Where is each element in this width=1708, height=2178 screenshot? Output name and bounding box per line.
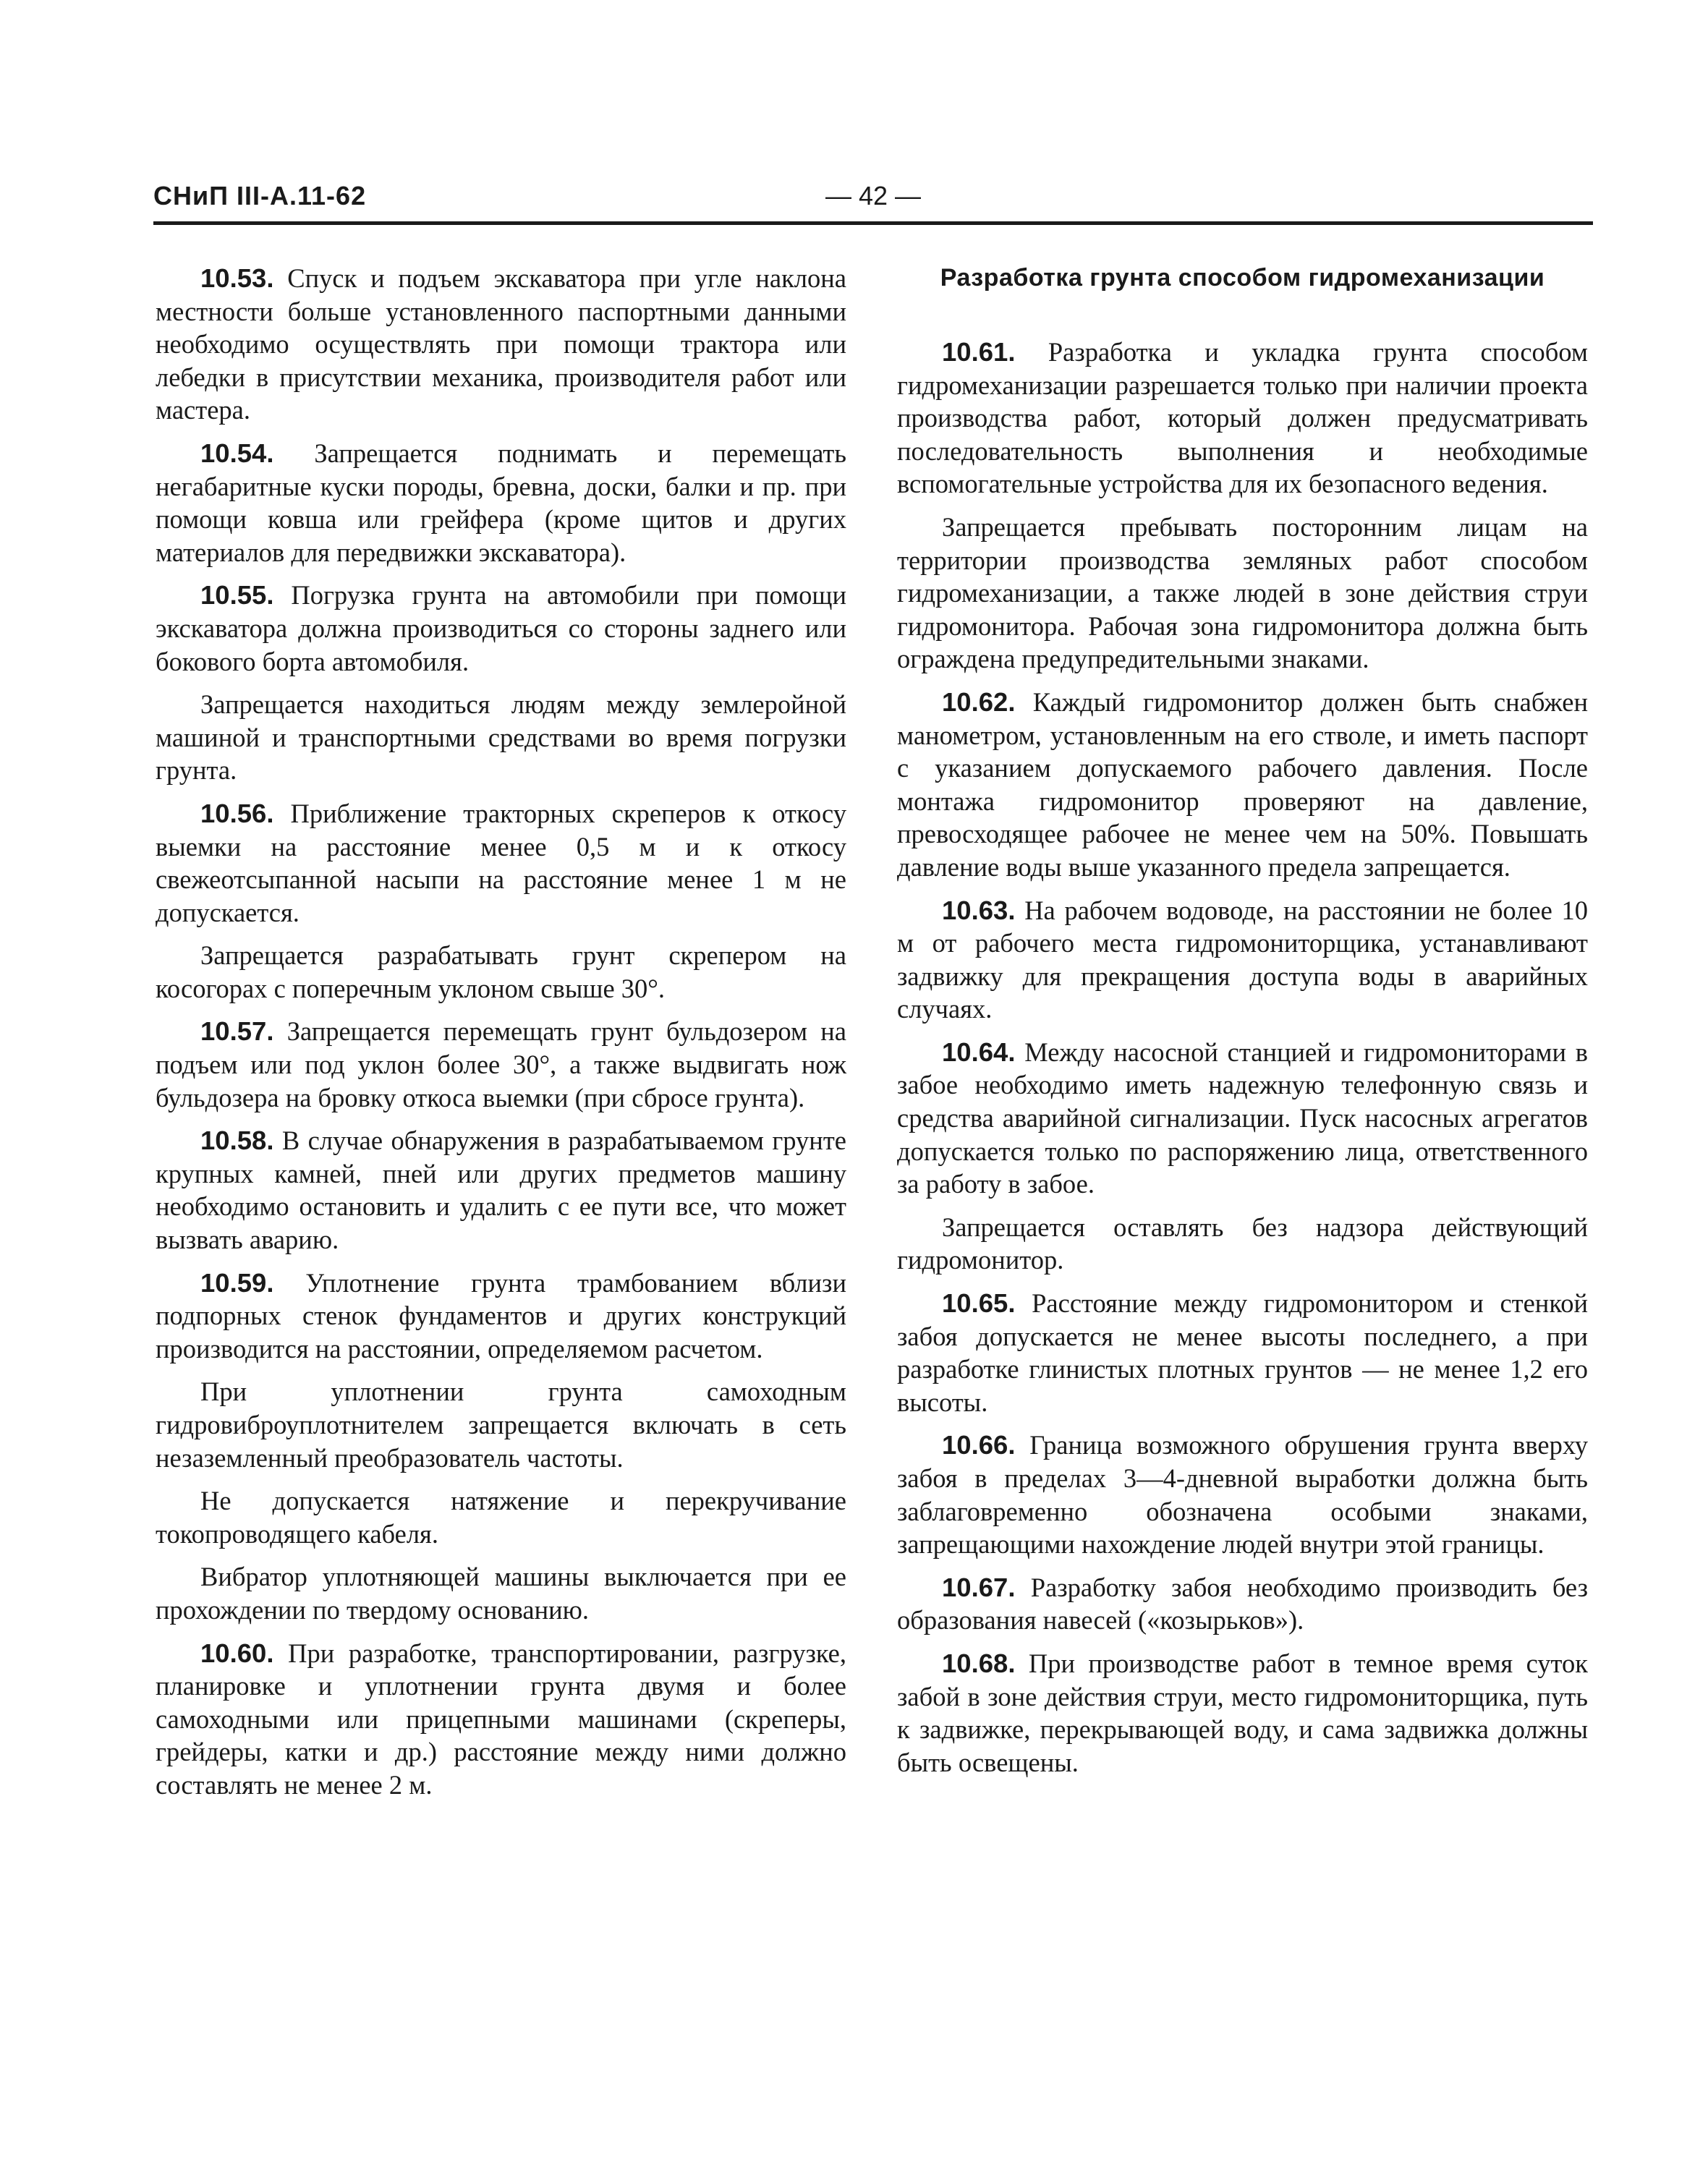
clause-paragraph [897, 1287, 1588, 1418]
clause-number: 10.63. [942, 895, 1016, 925]
clause-paragraph [897, 1647, 1588, 1779]
clause-text: Между насосной станцией и гидромониторами в забое необходимо иметь надежную телефонную связь и средства аварийной сигнализации. Пуск насосных агрегатов допускается только по распоряжению лица, ответственного за работу в забое. [897, 1037, 1588, 1199]
clause-number: 10.62. [942, 686, 1016, 717]
clause-text: При разработке, транспортировании, разгрузке, планировке и уплотнении грунта двумя и более самоходными или прицепными машинами (скреперы, грейдеры, катки и др.) расстояние между ними должно составлять не менее 2 м. [156, 1638, 847, 1800]
right-column [897, 262, 1588, 1789]
clause-paragraph [156, 939, 846, 1005]
clause-number: 10.54. [200, 438, 274, 468]
clause-paragraph [156, 1560, 846, 1626]
clause-paragraph [156, 262, 846, 427]
clause-text: Разработка и укладка грунта способом гидромеханизации разрешается только при наличии проекта производства работ, который должен предусматривать последовательность выполнения и необходимые вспомогательные устройства для их безопасного ведения. [897, 337, 1589, 499]
clause-number: 10.67. [942, 1572, 1016, 1602]
clause-number: 10.55. [200, 580, 274, 611]
clause-number: 10.65. [942, 1288, 1016, 1319]
clause-paragraph [897, 1211, 1588, 1277]
clause-text: Приближение тракторных скреперов к откосу выемки на расстояние менее 0,5 м и к откосу свежеотсыпанной насыпи на расстояние менее 1 м не допускается. [156, 798, 846, 927]
clause-text: Спуск и подъем экскаватора при угле наклона местности больше установленного паспортными данными необходимо осуществлять при помощи трактора или лебедки в присутствии механика, производителя работ или мастера. [156, 263, 846, 425]
clause-number: 10.61. [942, 337, 1016, 367]
clause-text: Запрещается находиться людям между землеройной машиной и транспортными средствами во время погрузки грунта. [156, 689, 846, 786]
clause-paragraph [897, 1571, 1588, 1637]
clause-text: Запрещается поднимать и перемещать негабаритные куски породы, бревна, доски, балки и пр. при помощи ковша или грейфера (кроме щитов и других материалов для передвижки экскаватора). [156, 438, 846, 567]
clause-text: На рабочем водоводе, на расстоянии не более 10 м от рабочего места гидромониторщика, устанавливают задвижку для прекращения доступа воды в аварийных случаях. [897, 895, 1589, 1024]
page-header [153, 181, 1593, 217]
clause-number: 10.66. [942, 1430, 1016, 1460]
clause-text: Уплотнение грунта трамбованием вблизи подпорных стенок фундаментов и других конструкций производится на расстоянии, определяемом расчетом. [156, 1267, 847, 1364]
clause-paragraph [897, 1429, 1588, 1560]
page-number: — 42 — [825, 181, 922, 210]
clause-text: Граница возможного обрушения грунта вверху забоя в пределах 3—4-дневной выработки должна быть заблаговременно обозначена особыми знаками, запрещающими нахождение людей внутри этой границы. [897, 1430, 1588, 1560]
clause-paragraph [897, 894, 1588, 1026]
right-paragraphs [897, 336, 1588, 1779]
clause-text: Запрещается перемещать грунт бульдозером на подъем или под уклон более 30°, а также выдвигать нож бульдозера на бровку откоса выемки (при сбросе грунта). [156, 1016, 847, 1113]
clause-text: В случае обнаружения в разрабатываемом грунте крупных камней, пней или других предметов машину необходимо остановить и удалить с ее пути все, что может вызвать аварию. [156, 1126, 846, 1255]
document-code: СНиП III-А.11-62 [153, 181, 367, 210]
clause-number: 10.57. [200, 1016, 274, 1047]
header-rule [153, 221, 1593, 225]
clause-paragraph [156, 1484, 846, 1550]
clause-paragraph [156, 1124, 846, 1256]
clause-paragraph [156, 579, 846, 678]
clause-text: Запрещается пребывать посторонним лицам на территории производства земляных работ способом гидромеханизации, а также людей в зоне действия струи гидромонитора. Рабочая зона гидромонитора должна быть ограждена предупредительными знаками. [897, 511, 1588, 674]
clause-text: Расстояние между гидромонитором и стенкой забоя допускается не менее высоты последнего, а при разработке глинистых плотных грунтов — не менее 1,2 его высоты. [897, 1288, 1588, 1417]
clause-paragraph [156, 1015, 846, 1114]
clause-number: 10.59. [200, 1267, 274, 1298]
clause-number: 10.53. [200, 263, 274, 293]
left-column [156, 262, 846, 1812]
clause-paragraph [156, 1637, 846, 1802]
clause-text: Погрузка грунта на автомобили при помощи экскаватора должна производиться со стороны заднего или бокового борта автомобиля. [156, 580, 846, 676]
clause-paragraph [897, 511, 1588, 676]
clause-paragraph [897, 336, 1588, 501]
clause-paragraph [156, 437, 846, 569]
section-title: Разработка грунта способом гидромеханизации [940, 264, 1545, 292]
clause-paragraph [897, 686, 1588, 884]
clause-paragraph [156, 1375, 846, 1474]
clause-number: 10.58. [200, 1126, 274, 1156]
clause-text: Каждый гидромонитор должен быть снабжен манометром, установленным на его стволе, и иметь паспорт с указанием допускаемого рабочего давления. После монтажа гидромонитор проверяют на давление, превосходящее рабочее не менее чем на 50%. Повышать давление воды выше указанного предела запрещается. [897, 686, 1588, 882]
clause-number: 10.60. [200, 1638, 274, 1668]
clause-text: Разработку забоя необходимо производить без образования навесей («козырьков»). [897, 1572, 1588, 1635]
clause-paragraph [156, 797, 846, 929]
clause-paragraph [897, 1036, 1588, 1201]
clause-number: 10.64. [942, 1037, 1016, 1067]
clause-paragraph [156, 688, 846, 787]
clause-text: Запрещается разрабатывать грунт скрепером на косогорах с поперечным уклоном свыше 30°. [156, 940, 846, 1003]
clause-number: 10.68. [942, 1648, 1016, 1678]
clause-paragraph [156, 1267, 846, 1366]
clause-text: Не допускается натяжение и перекручивание токопроводящего кабеля. [156, 1486, 846, 1549]
clause-text: При уплотнении грунта самоходным гидровиброуплотнителем запрещается включать в сеть незаземленный преобразователь частоты. [156, 1377, 846, 1473]
clause-text: При производстве работ в темное время суток забой в зоне действия струи, место гидромониторщика, путь к задвижке, перекрывающей воду, и сама задвижка должны быть освещены. [897, 1648, 1588, 1777]
clause-text: Запрещается оставлять без надзора действующий гидромонитор. [897, 1212, 1588, 1275]
clause-text: Вибратор уплотняющей машины выключается при ее прохождении по твердому основанию. [156, 1562, 846, 1625]
clause-number: 10.56. [200, 798, 274, 828]
